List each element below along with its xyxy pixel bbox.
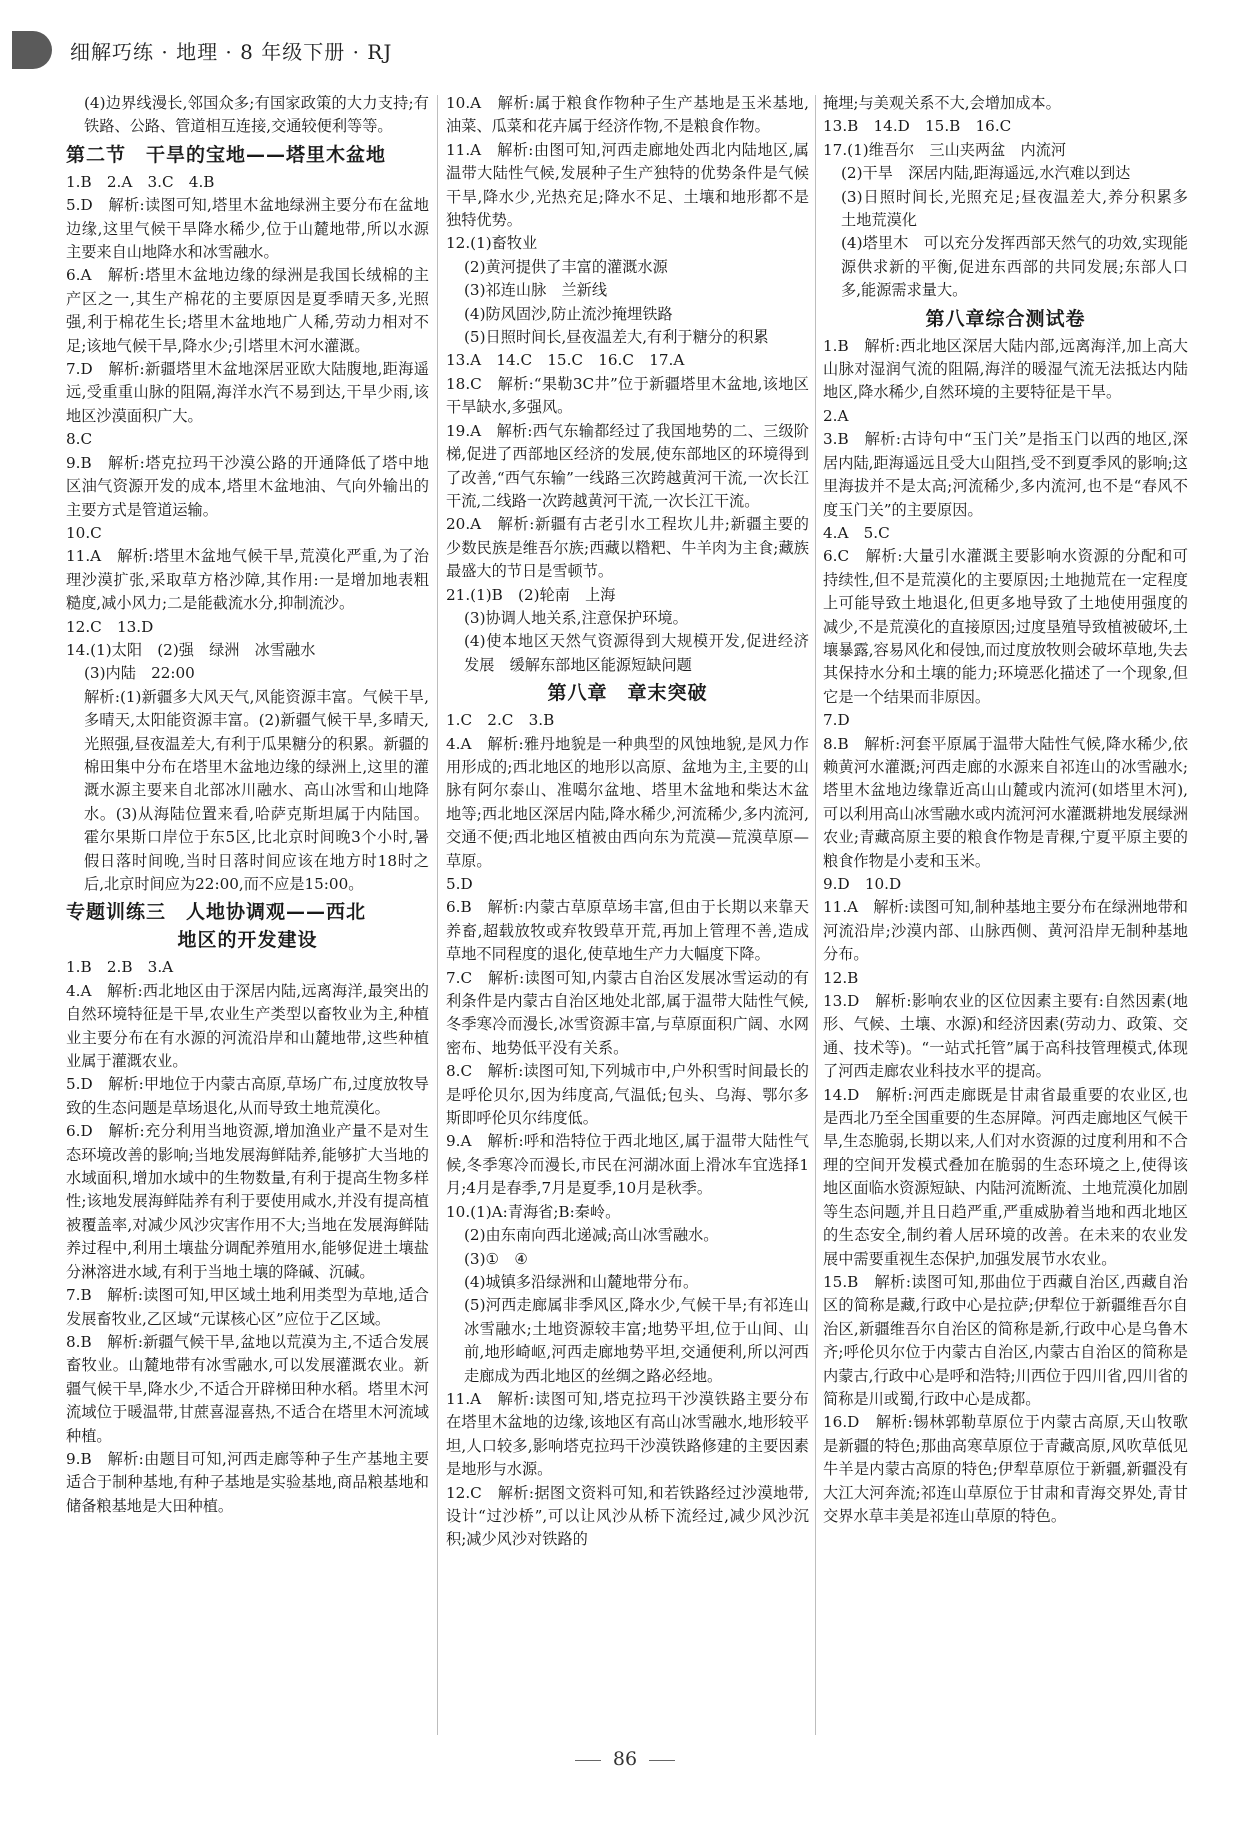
answer-item: (4)使本地区天然气资源得到大规模开发,促进经济发展 缓解东部地区能源短缺问题	[464, 632, 809, 674]
section-heading-line: 地区的开发建设	[177, 929, 318, 952]
answer-item: 16.D 解析:锡林郭勒草原位于内蒙古高原,天山牧歌是新疆的特色;那曲高寒草原位于青藏高原,风吹草低见牛羊是内蒙古高原的特色;伊犁草原位于新疆,新疆没有大江大河奔流;祁连山草原位于甘肃和青海交界处,青甘交界水草丰美是祁连山草原的特色。	[823, 1413, 1188, 1525]
section-heading: 第八章综合测试卷	[925, 307, 1086, 330]
answer-item: 9.B 解析:由题目可知,河西走廊等种子生产基地主要适合于制种基地,有种子基地是实验基地,商品粮基地和储备粮基地是大田种植。	[66, 1449, 429, 1515]
answer-item: 10.A 解析:属于粮食作物种子生产基地是玉米基地,油菜、瓜菜和花卉属于经济作物,不是粮食作物。	[446, 94, 809, 136]
answer-item: 掩埋;与美观关系不大,会增加成本。	[823, 94, 1061, 112]
answer-item: 7.D 解析:新疆塔里木盆地深居亚欧大陆腹地,距海遥远,受重重山脉的阻隔,海洋水汽不易到达,干旱少雨,该地区沙漠面积广大。	[66, 360, 429, 425]
answer-item: 7.B 解析:读图可知,甲区域土地利用类型为草地,适合发展畜牧业,乙区域“元谋核心区”应位于乙区域。	[66, 1286, 429, 1328]
section-heading: 第二节 干旱的宝地——塔里木盆地	[66, 143, 387, 166]
answer-item: (3)① ④	[464, 1249, 528, 1268]
answer-item: 4.A 解析:西北地区由于深居内陆,远离海洋,最突出的自然环境特征是干旱,农业生产类型以畜牧业为主,种植业主要分布在有水源的河流沿岸和山麓地带,这些种植业属于灌溉农业。	[66, 981, 429, 1071]
answer-item: 2.A	[823, 406, 849, 425]
answer-item: 9.D 10.D	[823, 875, 902, 893]
answer-column-3	[823, 92, 1204, 1732]
answer-item: (3)日照时间长,光照充足;昼夜温差大,养分积累多 土地荒漠化	[841, 187, 1204, 230]
answer-item: 1.B 2.A 3.C 4.B	[66, 172, 215, 191]
page-header	[12, 30, 1212, 70]
answer-item: 12.C 13.D	[66, 617, 154, 636]
header-title: 细解巧练 · 地理 · 8 年级下册 · RJ	[70, 39, 393, 64]
page-number: 86	[612, 1748, 638, 1770]
answer-item: (4)塔里木 可以充分发挥西部天然气的功效,实现能源供求新的平衡,促进东西部的共同发展;东部人口多,能源需求量大。	[841, 234, 1188, 300]
answer-item: 1.B 解析:西北地区深居大陆内部,远离海洋,加上高大山脉对湿润气流的阻隔,海洋的暖湿气流无法抵达内陆地区,降水稀少,自然环境的主要特征是干旱。	[823, 336, 1188, 402]
answer-item: 解析:(1)新疆多大风天气,风能资源丰富。气候干旱,多晴天,太阳能资源丰富。(2)新疆气候干旱,多晴天,光照强,昼夜温差大,有利于瓜果糖分的积累。新疆的棉田集中分布在塔里木盆地边缘的绿洲上,这里的灌溉水源主要来自北部冰川融水、高山冰雪和山地降水。(3)从海陆位置来看,哈萨克斯坦属于内陆国。霍尔果斯口岸位于东5区,比北京时间晚3个小时,暑假日落时间晚,当时日落时间应该在地方时18时之后,北京时间应为22:00,而不应是15:00。	[84, 687, 429, 893]
answer-item: (4)边界线漫长,邻国众多;有国家政策的大力支持;有铁路、公路、管道相互连接,交通较便利等等。	[84, 94, 429, 136]
answer-column-2	[446, 92, 809, 1732]
answer-item: 21.(1)B (2)轮南 上海	[446, 585, 616, 604]
answer-item: (2)黄河提供了丰富的灌溉水源	[464, 257, 668, 276]
answer-item: 11.A 解析:读图可知,制种基地主要分布在绿洲地带和河流沿岸;沙漠内部、山脉西侧、黄河沿岸无制种基地分布。	[823, 898, 1188, 964]
answer-item: 8.C	[66, 430, 93, 449]
answer-item: (3)祁连山脉 兰新线	[464, 281, 608, 300]
page-footer	[0, 1748, 1250, 1770]
answer-item: 20.A 解析:新疆有古老引水工程坎儿井;新疆主要的少数民族是维吾尔族;西藏以糌粑、牛羊肉为主食;藏族最盛大的节日是雪顿节。	[446, 515, 809, 581]
answer-item: (3)内陆 22:00	[84, 664, 195, 683]
answer-item: 13.D 解析:影响农业的区位因素主要有:自然因素(地形、气候、土壤、水源)和经济因素(劳动力、政策、交通、技术等)。“一站式托管”属于高科技管理模式,体现了河西走廊农业科技水平的提高。	[823, 992, 1188, 1081]
answer-item: 6.C 解析:大量引水灌溉主要影响水资源的分配和可持续性,但不是荒漠化的主要原因;土地抛荒在一定程度上可能导致土地退化,但更多地导致了土地使用强度的减少,不是荒漠化的直接原因;过度垦殖导致植被破坏,土壤暴露,容易风化和侵蚀,而过度放牧则会破坏草地,失去其保持水分和土壤的能力;环境恶化描述了一个现象,但它是一个结果而非原因。	[823, 547, 1188, 706]
answer-item: 13.A 14.C 15.C 16.C 17.A	[446, 351, 685, 370]
header-tab-mark	[12, 31, 52, 69]
answer-item: 11.A 解析:由图可知,河西走廊地处西北内陆地区,属温带大陆性气候,发展种子生产独特的优势条件是气候干旱,降水少,光热充足;降水不足、土壤和地形都不是独特优势。	[446, 140, 809, 230]
answer-item: 7.D	[823, 711, 850, 730]
answer-item: 9.A 解析:呼和浩特位于西北地区,属于温带大陆性气候,冬季寒冷而漫长,市民在河湖冰面上滑冰车宜选择1月;4月是春季,7月是夏季,10月是秋季。	[446, 1132, 809, 1198]
answer-item: 12.(1)畜牧业	[446, 234, 538, 253]
section-heading: 第八章 章末突破	[547, 682, 708, 705]
column-divider	[437, 95, 438, 1735]
answer-item: 12.B	[823, 968, 859, 987]
section-heading	[66, 898, 429, 954]
answer-item: (4)城镇多沿绿洲和山麓地带分布。	[464, 1272, 699, 1291]
answer-item: (2)由东南向西北递减;高山冰雪融水。	[464, 1226, 719, 1245]
answer-item: 19.A 解析:西气东输都经过了我国地势的二、三级阶梯,促进了西部地区经济的发展,使东部地区的环境得到了改善,“西气东输”一线路三次跨越黄河干流,一次长江干流,二线路一次跨越黄河干流,一次长江干流。	[446, 421, 809, 510]
answer-item: 5.D	[446, 875, 473, 893]
answer-item: 6.A 解析:塔里木盆地边缘的绿洲是我国长绒棉的主产区之一,其生产棉花的主要原因是夏季晴天多,光照强,利于棉花生长;塔里木盆地地广人稀,劳动力相对不足;该地气候干旱,降水少;引塔里木河水灌溉。	[66, 266, 429, 355]
answer-item: 8.B 解析:新疆气候干旱,盆地以荒漠为主,不适合发展畜牧业。山麓地带有冰雪融水,可以发展灌溉农业。新疆气候干旱,降水少,不适合开辟梯田种水稻。塔里木河流域位于暖温带,甘蔗喜湿喜热,不适合在塔里木河流域种植。	[66, 1332, 429, 1445]
answer-item: (5)日照时间长,昼夜温差大,有利于糖分的积累	[464, 328, 769, 347]
answer-item: 18.C 解析:“果勒3C井”位于新疆塔里木盆地,该地区干旱缺水,多强风。	[446, 374, 809, 417]
answer-column-1	[66, 92, 429, 1732]
answer-item: 12.C 解析:据图文资料可知,和若铁路经过沙漠地带,设计“过沙桥”,可以让风沙从桥下流经过,减少风沙沉积;减少风沙对铁路的	[446, 1483, 809, 1549]
section-heading-line: 专题训练三 人地协调观——西北	[66, 901, 367, 924]
answer-item: 3.B 解析:古诗句中“玉门关”是指玉门以西的地区,深居内陆,距海遥远且受大山阻挡,受不到夏季风的影响;这里海拔并不是太高;河流稀少,多内流河,也不是“春风不度玉门关”的主要原因。	[823, 430, 1188, 519]
answer-item: 9.B 解析:塔克拉玛干沙漠公路的开通降低了塔中地区油气资源开发的成本,塔里木盆地油、气向外输出的主要方式是管道运输。	[66, 453, 429, 519]
answer-item: 4.A 解析:雅丹地貌是一种典型的风蚀地貌,是风力作用形成的;西北地区的地形以高原、盆地为主,主要的山脉有阿尔泰山、准噶尔盆地、塔里木盆地和柴达木盆地等;西北地区深居内陆,降水稀少,河流稀少,多内流河,交通不便;西北地区植被由西向东为荒漠—荒漠草原—草原。	[446, 734, 809, 870]
answer-item: 8.B 解析:河套平原属于温带大陆性气候,降水稀少,依赖黄河水灌溉;河西走廊的水源来自祁连山的冰雪融水;塔里木盆地边缘靠近高山山麓或内流河(如塔里木河),可以利用高山冰雪融水或内流河河水灌溉耕地发展绿洲农业;青藏高原主要的粮食作物是青稞,宁夏平原主要的粮食作物是小麦和玉米。	[823, 734, 1188, 870]
answer-item: (3)协调人地关系,注意保护环境。	[464, 608, 688, 627]
answer-item: 14.D 解析:河西走廊既是甘肃省最重要的农业区,也是西北乃至全国重要的生态屏障。河西走廊地区气候干旱,生态脆弱,长期以来,人们对水资源的过度利用和不合理的空间开发模式叠加在脆弱的生态环境之上,使得该地区面临水资源短缺、内陆河流断流、土地荒漠化加剧等生态问题,并且日趋严重,严重威胁着当地和西北地区的生态安全,制约着人居环境的改善。在未来的农业发展中需要重视生态保护,加强发展节水农业。	[823, 1085, 1188, 1268]
answer-item: 6.D 解析:充分利用当地资源,增加渔业产量不是对生态环境改善的影响;当地发展海鲜陆养,能够扩大当地的水域面积,增加水域中的生物数量,有利于提高生物多样性;该地发展海鲜陆养有利于要使用咸水,并没有提高植被覆盖率,对减少风沙灾害作用不大;当地在发展海鲜陆养过程中,利用土壤盐分调配养殖用水,能够促进土壤盐分淋溶进水域,有利于当地土壤的降碱、沉碱。	[66, 1122, 429, 1281]
answer-item: (2)干旱 深居内陆,距海遥远,水汽难以到达	[841, 164, 1131, 183]
column-divider	[815, 95, 816, 1735]
answer-item: 6.B 解析:内蒙古草原草场丰富,但由于长期以来靠天养畜,超载放牧或弃牧毁草开荒,再加上管理不善,造成草地不同程度的退化,使草地生产力大幅度下降。	[446, 898, 809, 964]
answer-item: (4)防风固沙,防止流沙掩埋铁路	[464, 304, 673, 323]
answer-item: 14.(1)太阳 (2)强 绿洲 冰雪融水	[66, 640, 316, 659]
answer-item: 4.A 5.C	[823, 523, 890, 542]
answer-item: 13.B 14.D 15.B 16.C	[823, 117, 1012, 136]
answer-item: 8.C 解析:读图可知,下列城市中,户外积雪时间最长的是呼伦贝尔,因为纬度高,气温低;包头、乌海、鄂尔多斯即呼伦贝尔纬度低。	[446, 1062, 809, 1128]
answer-item: 1.C 2.C 3.B	[446, 711, 555, 730]
answer-item: 1.B 2.B 3.A	[66, 958, 174, 977]
answer-item: 11.A 解析:读图可知,塔克拉玛干沙漠铁路主要分布在塔里木盆地的边缘,该地区有高山冰雪融水,地形较平坦,人口较多,影响塔克拉玛干沙漠铁路修建的主要因素是地形与水源。	[446, 1389, 809, 1479]
answer-item: 5.D 解析:读图可知,塔里木盆地绿洲主要分布在盆地边缘,这里气候干旱降水稀少,位于山麓地带,所以水源主要来自山地降水和冰雪融水。	[66, 196, 429, 262]
answer-item: 5.D 解析:甲地位于内蒙古高原,草场广布,过度放牧导致的生态问题是草场退化,从而导致土地荒漠化。	[66, 1075, 429, 1117]
answer-item: 15.B 解析:读图可知,那曲位于西藏自治区,西藏自治区的简称是藏,行政中心是拉萨;伊犁位于新疆维吾尔自治区,新疆维吾尔自治区的简称是新,行政中心是乌鲁木齐;呼伦贝尔位于内蒙古自治区,内蒙古自治区的简称是内蒙古,行政中心是呼和浩特;川西位于四川省,四川省的简称是川或蜀,行政中心是成都。	[823, 1272, 1188, 1408]
answer-item: 10.C	[66, 523, 102, 542]
answer-item: 7.C 解析:读图可知,内蒙古自治区发展冰雪运动的有利条件是内蒙古自治区地处北部,属于温带大陆性气候,冬季寒冷而漫长,冰雪资源丰富,与草原面积广阔、水网密布、地势低平没有关系。	[446, 968, 809, 1057]
answer-item: 11.A 解析:塔里木盆地气候干旱,荒漠化严重,为了治理沙漠扩张,采取草方格沙障,其作用:一是增加地表粗糙度,减小风力;二是能截流水分,抑制流沙。	[66, 547, 429, 613]
answer-item: 17.(1)维吾尔 三山夹两盆 内流河	[823, 140, 1067, 159]
answer-item: (5)河西走廊属非季风区,降水少,气候干旱;有祁连山冰雪融水;土地资源较丰富;地势平坦,位于山间、山前,地形崎岖,河西走廊地势平坦,交通便利,所以河西走廊成为西北地区的丝绸之路必经地。	[464, 1296, 809, 1385]
answer-item: 10.(1)A:青海省;B:秦岭。	[446, 1202, 621, 1221]
